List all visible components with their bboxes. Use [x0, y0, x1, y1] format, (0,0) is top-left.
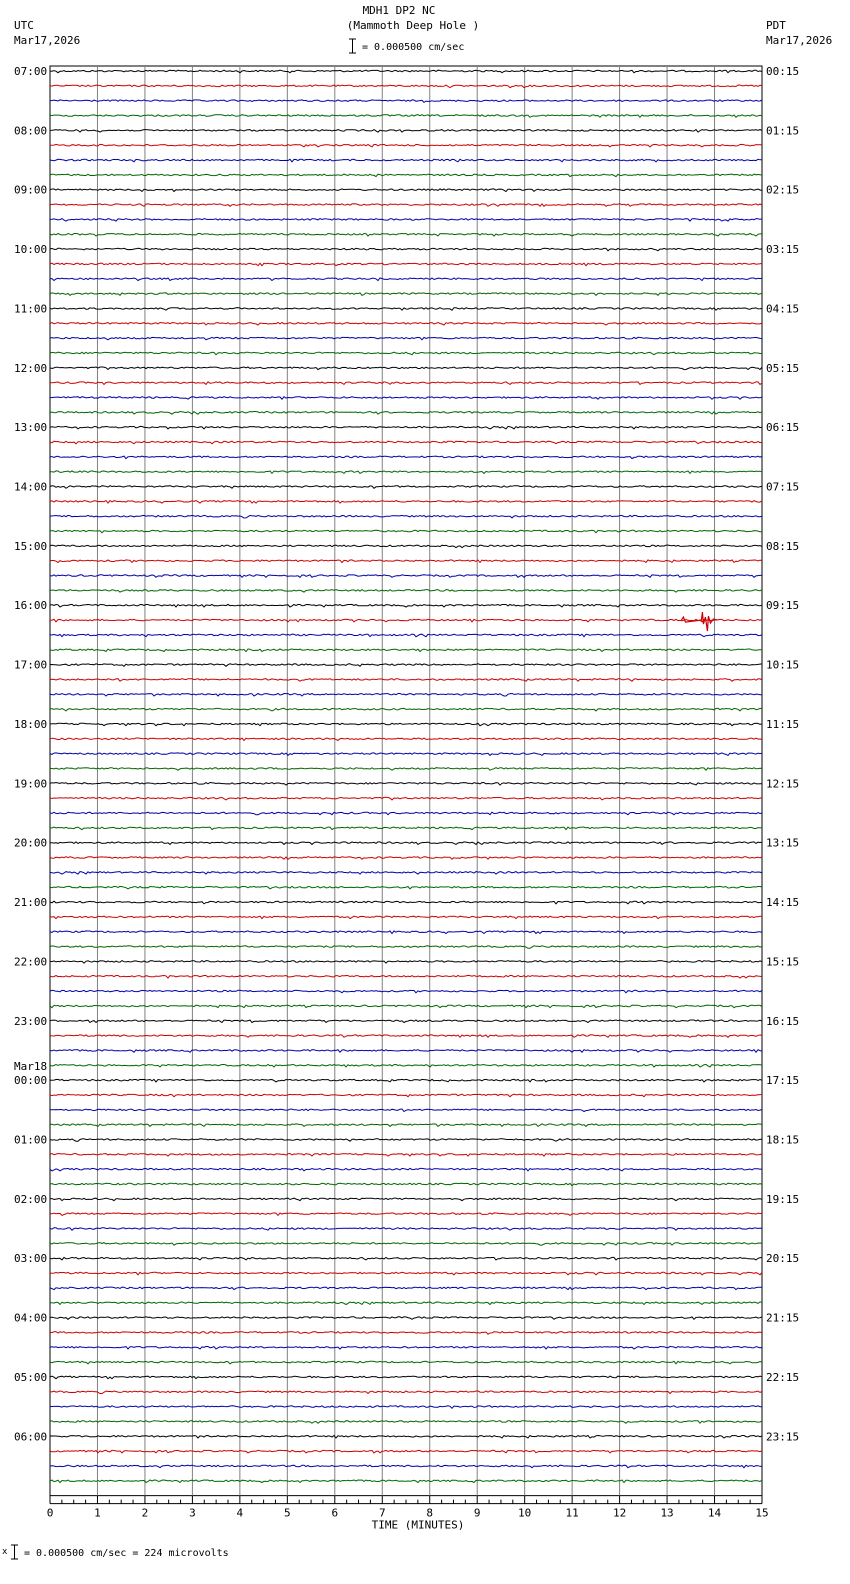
utc-hour-label: 02:00 — [14, 1192, 48, 1206]
trace-line — [50, 1421, 762, 1424]
trace-line — [50, 1139, 762, 1142]
trace-line — [50, 1198, 762, 1201]
pdt-hour-label: 00:15 — [766, 65, 800, 78]
x-tick-label: 5 — [284, 1506, 291, 1520]
trace-line — [50, 233, 762, 236]
utc-hour-label: 10:00 — [14, 243, 48, 257]
x-tick-label: 6 — [331, 1506, 339, 1520]
utc-hour-label: 16:00 — [14, 599, 48, 613]
pdt-hour-label: 02:15 — [766, 183, 800, 197]
trace-line — [50, 1465, 762, 1468]
trace-line — [50, 545, 762, 548]
utc-hour-label: 12:00 — [14, 361, 48, 375]
trace-line — [50, 456, 762, 459]
trace-line — [50, 961, 762, 964]
trace-line — [50, 471, 762, 474]
utc-hour-label: 08:00 — [14, 124, 48, 138]
trace-line — [50, 1050, 762, 1053]
left-date: Mar17,2026 — [14, 34, 81, 47]
trace-line — [50, 694, 762, 697]
trace-line — [50, 901, 762, 904]
trace-line — [50, 664, 762, 667]
station-title: MDH1 DP2 NC — [362, 4, 436, 17]
plot-frame — [50, 66, 762, 1496]
trace-line — [50, 85, 762, 88]
trace-line — [50, 1346, 762, 1349]
right-timezone: PDT — [766, 19, 786, 32]
trace-line — [50, 1065, 762, 1068]
utc-hour-label: 23:00 — [14, 1014, 48, 1028]
utc-hour-label: 00:00 — [14, 1074, 48, 1088]
utc-hour-label: 19:00 — [14, 777, 48, 791]
trace-line — [50, 159, 762, 162]
pdt-hour-label: 18:15 — [766, 1133, 800, 1147]
utc-hour-label: 06:00 — [14, 1430, 48, 1444]
x-tick-label: 2 — [141, 1506, 149, 1520]
trace-line — [50, 812, 762, 815]
trace-line — [50, 337, 762, 340]
trace-line — [50, 367, 762, 370]
pdt-hour-label: 09:15 — [766, 599, 800, 613]
utc-hour-label: 15:00 — [14, 539, 48, 553]
utc-hour-label: 17:00 — [14, 658, 48, 672]
trace-line — [50, 1020, 762, 1023]
trace-line — [50, 1243, 762, 1246]
event-waveform — [681, 612, 717, 631]
trace-line — [50, 842, 762, 845]
trace-line — [50, 397, 762, 400]
pdt-hour-label: 22:15 — [766, 1370, 800, 1384]
trace-line — [50, 753, 762, 756]
trace-line — [50, 1213, 762, 1216]
utc-hour-label: 05:00 — [14, 1370, 48, 1384]
trace-line — [50, 590, 762, 593]
x-axis-label: TIME (MINUTES) — [371, 1518, 465, 1532]
trace-line — [50, 1272, 762, 1275]
x-tick-label: 14 — [707, 1506, 722, 1520]
x-tick-label: 13 — [660, 1506, 674, 1520]
trace-line — [50, 1376, 762, 1379]
x-tick-label: 10 — [518, 1506, 532, 1520]
x-tick-label: 8 — [426, 1506, 434, 1520]
pdt-hour-label: 04:15 — [766, 302, 800, 316]
trace-line — [50, 946, 762, 949]
utc-hour-label: 07:00 — [14, 65, 48, 78]
trace-line — [50, 634, 762, 637]
pdt-hour-label: 05:15 — [766, 361, 800, 375]
utc-date-change-label: Mar18 — [14, 1060, 48, 1074]
trace-line — [50, 1361, 762, 1364]
trace-line — [50, 486, 762, 489]
utc-hour-label: 14:00 — [14, 480, 48, 494]
trace-line — [50, 975, 762, 978]
utc-hour-label: 03:00 — [14, 1252, 48, 1266]
x-tick-label: 4 — [236, 1506, 244, 1520]
scale-label: = 0.000500 cm/sec — [362, 42, 465, 53]
trace-line — [50, 886, 762, 889]
pdt-hour-label: 13:15 — [766, 836, 800, 850]
trace-line — [50, 797, 762, 800]
trace-line — [50, 100, 762, 103]
left-timezone: UTC — [14, 19, 34, 32]
x-tick-label: 11 — [565, 1506, 579, 1520]
trace-line — [50, 783, 762, 786]
pdt-hour-label: 17:15 — [766, 1074, 800, 1088]
trace-line — [50, 412, 762, 415]
footer-scale-bar-icon — [11, 1544, 18, 1560]
utc-hour-label: 22:00 — [14, 955, 48, 969]
utc-hour-label: 21:00 — [14, 896, 48, 910]
pdt-hour-label: 19:15 — [766, 1192, 800, 1206]
pdt-hour-label: 14:15 — [766, 896, 800, 910]
trace-line — [50, 1257, 762, 1260]
trace-line — [50, 649, 762, 652]
trace-line — [50, 530, 762, 533]
x-tick-label: 9 — [473, 1506, 481, 1520]
pdt-hour-label: 23:15 — [766, 1430, 800, 1444]
utc-hour-label: 04:00 — [14, 1311, 48, 1325]
trace-line — [50, 708, 762, 711]
trace-line — [50, 1480, 762, 1483]
trace-line — [50, 278, 762, 281]
trace-line — [50, 560, 762, 563]
pdt-hour-label: 08:15 — [766, 539, 800, 553]
trace-line — [50, 70, 762, 73]
trace-line — [50, 1124, 762, 1127]
utc-hour-label: 20:00 — [14, 836, 48, 850]
trace-line — [50, 426, 762, 429]
pdt-hour-label: 12:15 — [766, 777, 800, 791]
trace-line — [50, 130, 762, 133]
trace-line — [50, 1436, 762, 1439]
x-tick-label: 1 — [94, 1506, 101, 1520]
x-tick-label: 3 — [189, 1506, 196, 1520]
trace-line — [50, 738, 762, 741]
trace-line — [50, 1317, 762, 1320]
pdt-hour-label: 07:15 — [766, 480, 800, 494]
trace-line — [50, 1332, 762, 1335]
x-tick-label: 15 — [755, 1506, 769, 1520]
utc-hour-label: 18:00 — [14, 717, 48, 731]
trace-line — [50, 1228, 762, 1231]
trace-line — [50, 619, 762, 622]
trace-line — [50, 1183, 762, 1186]
trace-line — [50, 441, 762, 444]
trace-line — [50, 144, 762, 147]
trace-line — [50, 219, 762, 222]
trace-line — [50, 1450, 762, 1453]
utc-hour-label: 11:00 — [14, 302, 48, 316]
utc-hour-label: 13:00 — [14, 421, 48, 435]
pdt-hour-label: 06:15 — [766, 421, 800, 435]
pdt-hour-label: 10:15 — [766, 658, 800, 672]
trace-line — [50, 308, 762, 311]
pdt-hour-label: 21:15 — [766, 1311, 800, 1325]
trace-line — [50, 352, 762, 355]
pdt-hour-label: 01:15 — [766, 124, 800, 138]
pdt-hour-label: 03:15 — [766, 243, 800, 257]
trace-line — [50, 1154, 762, 1157]
trace-line — [50, 1287, 762, 1290]
trace-line — [50, 604, 762, 607]
trace-line — [50, 1079, 762, 1082]
trace-line — [50, 204, 762, 207]
x-tick-label: 7 — [378, 1506, 386, 1520]
pdt-hour-label: 20:15 — [766, 1252, 800, 1266]
trace-line — [50, 263, 762, 266]
utc-hour-label: 09:00 — [14, 183, 48, 197]
trace-line — [50, 1094, 762, 1097]
trace-line — [50, 723, 762, 726]
trace-line — [50, 1302, 762, 1305]
trace-line — [50, 189, 762, 192]
trace-line — [50, 501, 762, 504]
trace-line — [50, 1406, 762, 1409]
trace-line — [50, 916, 762, 919]
trace-line — [50, 872, 762, 875]
trace-line — [50, 931, 762, 934]
location-title: (Mammoth Deep Hole ) — [346, 19, 480, 32]
trace-line — [50, 768, 762, 771]
x-tick-label: 0 — [46, 1506, 54, 1520]
trace-line — [50, 1109, 762, 1112]
footer-scale-label: = 0.000500 cm/sec = 224 microvolts — [24, 1548, 229, 1559]
trace-line — [50, 1035, 762, 1038]
x-tick-label: 12 — [612, 1506, 627, 1520]
trace-line — [50, 515, 762, 518]
pdt-hour-label: 16:15 — [766, 1014, 800, 1028]
pdt-hour-label: 11:15 — [766, 717, 800, 731]
footer-scale-prefix: x — [2, 1547, 8, 1557]
trace-line — [50, 382, 762, 385]
trace-line — [50, 575, 762, 578]
trace-line — [50, 248, 762, 251]
trace-line — [50, 1391, 762, 1394]
trace-line — [50, 293, 762, 296]
trace-line — [50, 1168, 762, 1171]
utc-hour-label: 01:00 — [14, 1133, 48, 1147]
pdt-hour-label: 15:15 — [766, 955, 800, 969]
trace-line — [50, 990, 762, 993]
trace-line — [50, 115, 762, 118]
trace-line — [50, 1005, 762, 1008]
trace-line — [50, 323, 762, 326]
trace-line — [50, 679, 762, 682]
right-date: Mar17,2026 — [766, 34, 833, 47]
trace-line — [50, 174, 762, 177]
trace-line — [50, 827, 762, 830]
trace-line — [50, 857, 762, 860]
